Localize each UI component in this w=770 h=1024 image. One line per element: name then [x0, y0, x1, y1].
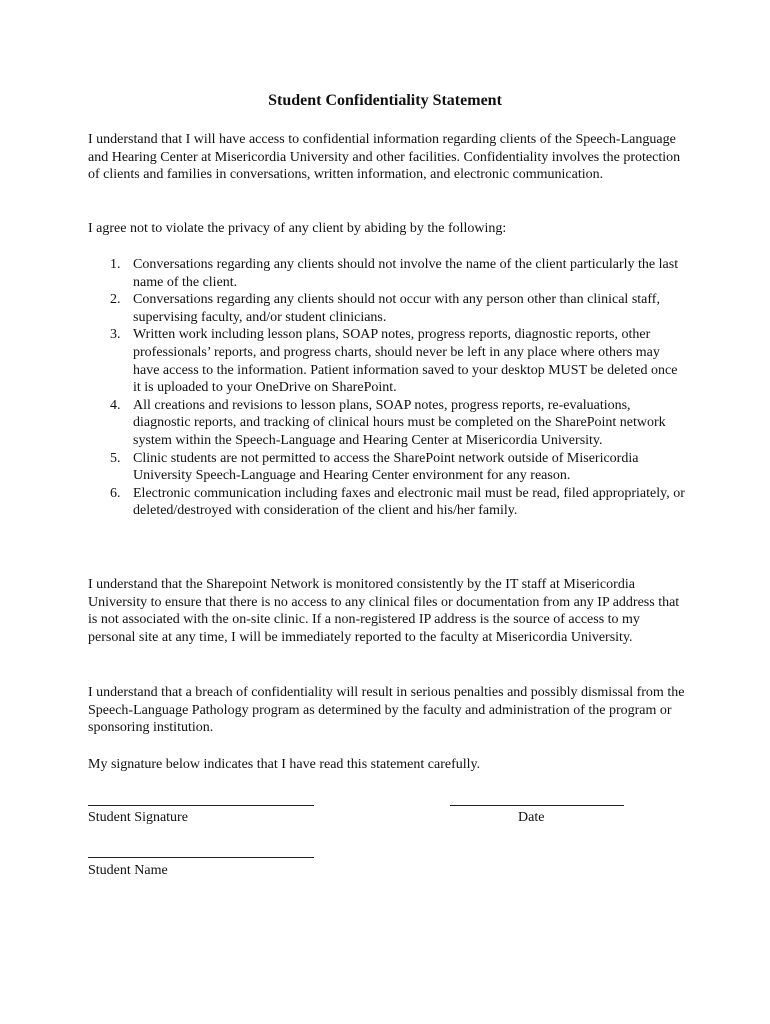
list-item-number: 3. [110, 327, 121, 343]
student-signature-line[interactable] [88, 805, 314, 806]
list-item-number: 1. [110, 257, 121, 272]
student-name-line[interactable] [88, 857, 314, 858]
list-item-number: 2. [110, 292, 121, 308]
list-item-text: All creations and revisions to lesson plans, SOAP notes, progress reports, re-evaluations, diagnostic reports, and tracking of clinical hours must be completed on the SharePoint network system within the Speech-Language and Hearing Center at Misericordia University. [133, 397, 666, 448]
agreement-paragraph: I agree not to violate the privacy of any client by abiding by the following: [88, 221, 507, 236]
document-title: Student Confidentiality Statement [268, 92, 502, 109]
date-label: Date [518, 810, 545, 825]
list-item-number: 6. [110, 485, 121, 501]
list-item [88, 450, 688, 485]
signature-note: My signature below indicates that I have read this statement carefully. [88, 757, 481, 772]
date-line[interactable] [450, 805, 624, 806]
list-item-text: Electronic communication including faxes and electronic mail must be read, filed appropriately, or deleted/destroyed with consideration of the client and his/her family. [133, 485, 685, 519]
list-item [88, 326, 688, 396]
list-item [88, 397, 688, 450]
breach-paragraph: I understand that a breach of confidentiality will result in serious penalties and possibly dismissal from the Speech-Language Pathology program as determined by the faculty and administration of the program or sponsoring institution. [88, 685, 685, 736]
list-item-text: Written work including lesson plans, SOAP notes, progress reports, diagnostic reports, other professionals’ reports, and progress charts, should never be left in any place where others may have access to the information. Patient information saved to your desktop MUST be deleted once it is uploaded to your OneDrive on SharePoint. [133, 327, 678, 396]
rules-list [88, 256, 688, 520]
list-item [88, 256, 688, 291]
student-name-label: Student Name [88, 863, 168, 878]
intro-paragraph: I understand that I will have access to confidential information regarding clients of the Speech-Language and Hearing Center at Misericordia University and other facilities. Confidentiality involves the protection of clients and families in conversations, written information, and electronic communication. [88, 132, 681, 183]
list-item [88, 291, 688, 326]
list-item-number: 5. [110, 450, 121, 466]
list-item-number: 4. [110, 397, 121, 413]
list-item-text: Clinic students are not permitted to access the SharePoint network outside of Misericordia University Speech-Language and Hearing Center environment for any reason. [133, 450, 639, 484]
network-paragraph: I understand that the Sharepoint Network is monitored consistently by the IT staff at Misericordia University to ensure that there is no access to any clinical files or documentation from any IP address that is not associated with the on-site clinic. If a non-registered IP address is the source of access to my personal site at any time, I will be immediately reported to the faculty at Misericordia University. [88, 577, 680, 645]
list-item-text: Conversations regarding any clients should not involve the name of the client particularly the last name of the client. [133, 257, 679, 290]
list-item [88, 485, 688, 520]
list-item-text: Conversations regarding any clients should not occur with any person other than clinical staff, supervising faculty, and/or student clinicians. [133, 292, 660, 325]
student-signature-label: Student Signature [88, 810, 188, 825]
